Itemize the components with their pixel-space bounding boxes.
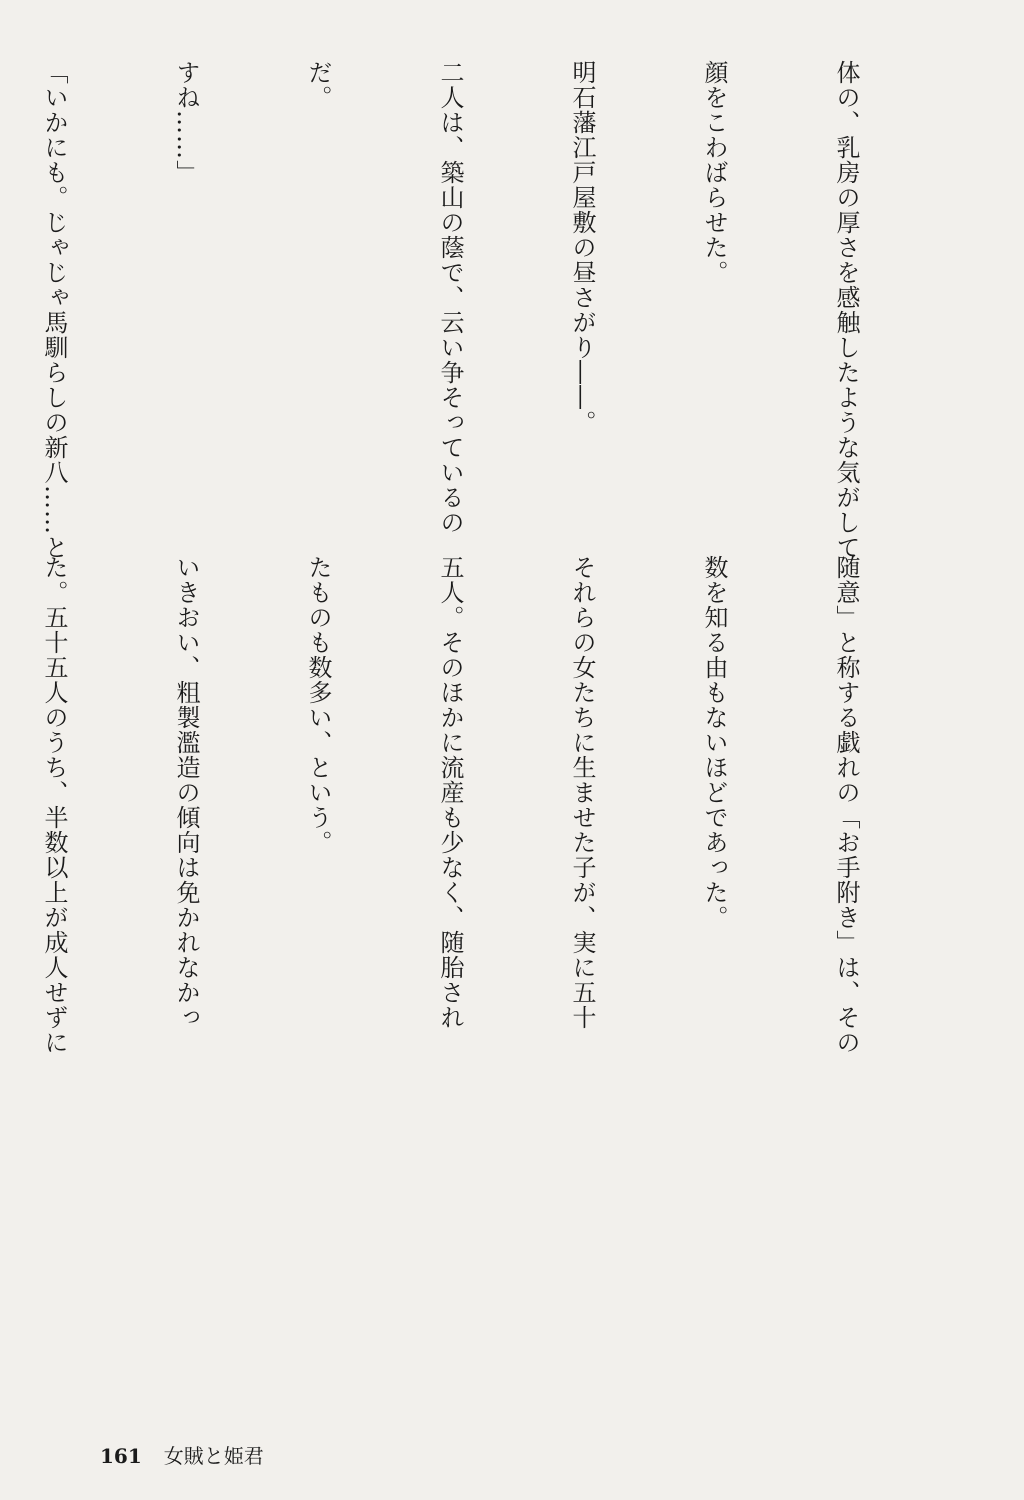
text-line: 顔をこわばらせた。 xyxy=(700,60,728,285)
text-line: 五人。そのほかに流産も少なく、随胎され xyxy=(436,555,464,1030)
page-footer xyxy=(100,1440,264,1469)
text-block-top xyxy=(40,60,956,560)
text-block-bottom xyxy=(40,555,956,1345)
text-line: 数を知る由もないほどであった。 xyxy=(700,555,728,930)
page-number: 161 xyxy=(100,1444,142,1468)
text-line: すね……」 xyxy=(172,60,200,185)
text-line: 明石藩江戸屋敷の昼さがり――。 xyxy=(568,60,596,435)
text-line: それらの女たちに生ませた子が、実に五十 xyxy=(568,555,596,1030)
text-line: 体の、乳房の厚さを感触したような気がして xyxy=(832,60,860,560)
text-line: いきおい、粗製濫造の傾向は免かれなかっ xyxy=(172,555,200,1030)
text-line: 随意」と称する戯れの「お手附き」は、その xyxy=(832,555,860,1055)
text-line: 「いかにも。じゃじゃ馬馴らしの新八……と xyxy=(40,60,68,560)
text-line: だ。 xyxy=(304,60,332,110)
running-title: 女賊と姫君 xyxy=(163,1444,264,1468)
text-line: 二人は、築山の蔭で、云い争そっているの xyxy=(436,60,464,535)
text-line: たものも数多い、という。 xyxy=(304,555,332,855)
text-line: た。五十五人のうち、半数以上が成人せずに xyxy=(40,555,68,1055)
